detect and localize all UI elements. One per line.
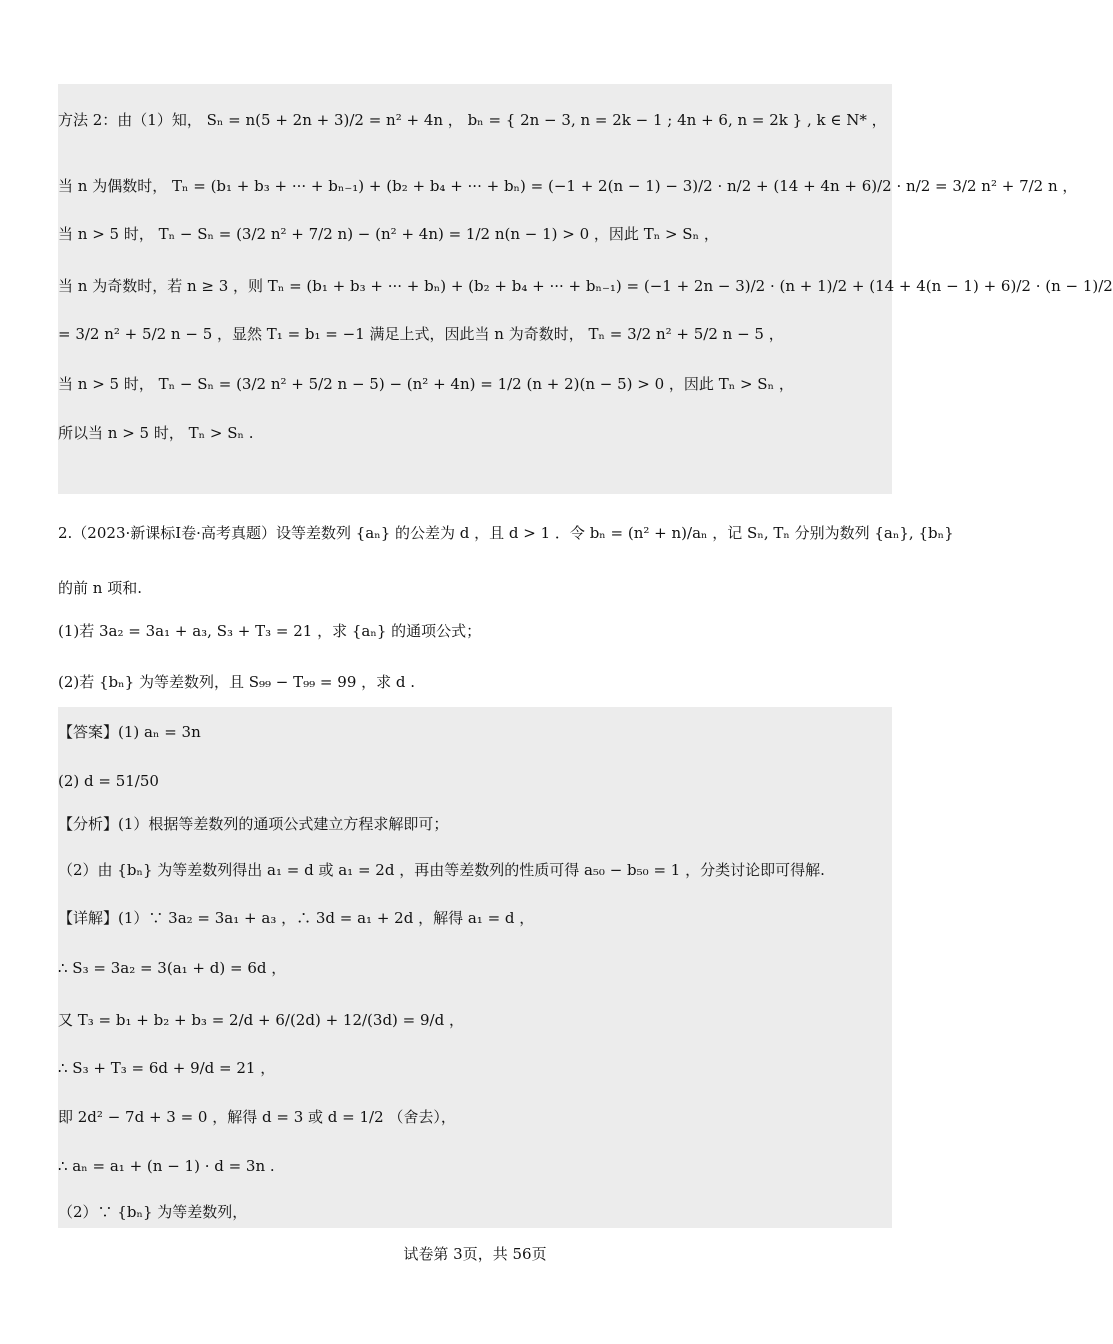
detail-line-6: ∴ aₙ = a₁ + (n − 1) · d = 3n .	[58, 1157, 275, 1175]
method2-line-4: 当 n 为奇数时，若 n ≥ 3 ，则 Tₙ = (b₁ + b₃ + ··· + bₙ) + (b₂ + b₄ + ··· + bₙ₋₁) = (−1 + 2n − 3)/2 · (n + 1)/2 + (14 + 4(n − 1) + 6)/2 · (n − 1)/2	[58, 277, 1113, 295]
detail-line-1: 【详解】(1）∵ 3a₂ = 3a₁ + a₃ ，∴ 3d = a₁ + 2d ，解得 a₁ = d ，	[58, 909, 535, 927]
page-footer: 试卷第 3页，共 56页	[403, 1245, 547, 1263]
problem2-stem-line2: 的前 n 项和.	[58, 579, 142, 597]
method2-line-3: 当 n > 5 时， Tₙ − Sₙ = (3/2 n² + 7/2 n) − (n² + 4n) = 1/2 n(n − 1) > 0 ，因此 Tₙ > Sₙ ，	[58, 225, 719, 243]
detail-line-2: ∴ S₃ = 3a₂ = 3(a₁ + d) = 6d ，	[58, 959, 287, 977]
analysis-line-2: （2）由 {bₙ} 为等差数列得出 a₁ = d 或 a₁ = 2d ，再由等差数列的性质可得 a₅₀ − b₅₀ = 1 ，分类讨论即可得解.	[58, 861, 825, 879]
method2-line-7: 所以当 n > 5 时， Tₙ > Sₙ .	[58, 424, 254, 442]
detail-line-5: 即 2d² − 7d + 3 = 0 ，解得 d = 3 或 d = 1/2 （舍去），	[58, 1108, 456, 1126]
answer-line-1: 【答案】(1) aₙ = 3n	[58, 723, 201, 741]
analysis-line-1: 【分析】(1）根据等差数列的通项公式建立方程求解即可；	[58, 815, 449, 833]
detail-line-7: （2）∵ {bₙ} 为等差数列，	[58, 1203, 248, 1221]
method2-line-2: 当 n 为偶数时， Tₙ = (b₁ + b₃ + ··· + bₙ₋₁) + (b₂ + b₄ + ··· + bₙ) = (−1 + 2(n − 1) − 3)/2 · n/2 + (14 + 4n + 6)/2 · n/2 = 3/2 n² + 7/2 n ，	[58, 177, 1078, 195]
problem2-question-1: (1)若 3a₂ = 3a₁ + a₃, S₃ + T₃ = 21 ，求 {aₙ} 的通项公式；	[58, 622, 482, 640]
detail-line-3: 又 T₃ = b₁ + b₂ + b₃ = 2/d + 6/(2d) + 12/(3d) = 9/d ，	[58, 1011, 464, 1029]
method2-line-6: 当 n > 5 时， Tₙ − Sₙ = (3/2 n² + 5/2 n − 5) − (n² + 4n) = 1/2 (n + 2)(n − 5) > 0 ，因此 Tₙ > Sₙ ，	[58, 375, 794, 393]
method2-line-1: 方法 2：由（1）知， Sₙ = n(5 + 2n + 3)/2 = n² + 4n ， bₙ = { 2n − 3, n = 2k − 1 ; 4n + 6, n = 2k } , k ∈ N* ，	[58, 111, 887, 129]
problem2-stem-line1: 2.（2023·新课标Ⅰ卷·高考真题）设等差数列 {aₙ} 的公差为 d ，且 d > 1 ．令 bₙ = (n² + n)/aₙ ，记 Sₙ, Tₙ 分别为数列 {aₙ}, {bₙ}	[58, 524, 954, 542]
answer-line-2: (2) d = 51/50	[58, 772, 159, 790]
detail-line-4: ∴ S₃ + T₃ = 6d + 9/d = 21 ，	[58, 1059, 276, 1077]
method2-line-5: = 3/2 n² + 5/2 n − 5 ，显然 T₁ = b₁ = −1 满足上式，因此当 n 为奇数时， Tₙ = 3/2 n² + 5/2 n − 5 ，	[58, 325, 784, 343]
problem2-question-2: (2)若 {bₙ} 为等差数列，且 S₉₉ − T₉₉ = 99 ，求 d .	[58, 673, 416, 691]
